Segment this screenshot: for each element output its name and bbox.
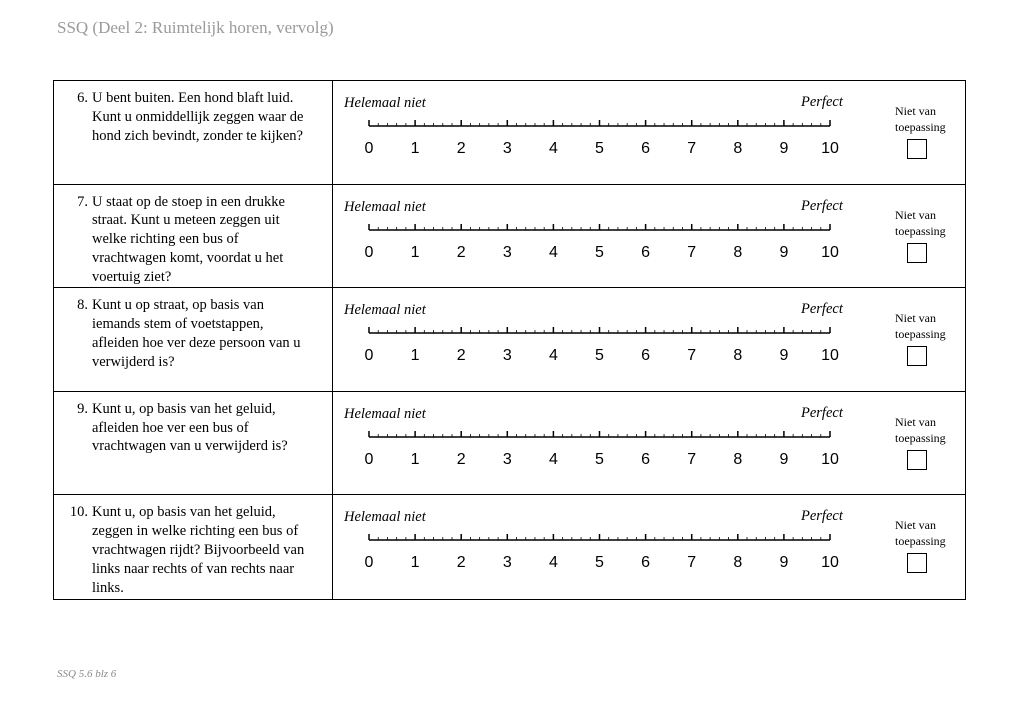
question-cell (54, 288, 333, 391)
scale-number: 5 (595, 347, 604, 365)
scale-number: 7 (687, 140, 697, 157)
scale-number: 4 (548, 140, 558, 157)
not-applicable-label-line: toepassing (895, 120, 946, 134)
question-number: 6. (77, 90, 88, 106)
scale-number: 9 (779, 554, 789, 572)
scale-high-label: Perfect (801, 404, 843, 421)
not-applicable-label-line: toepassing (895, 430, 946, 445)
scale-number: 1 (410, 140, 420, 157)
scale-high-label: Perfect (801, 508, 843, 525)
scale-number: 10 (821, 243, 839, 261)
not-applicable-label-line: toepassing (895, 223, 946, 238)
scale-number: 2 (456, 450, 466, 468)
scale-number: 2 (456, 243, 466, 261)
scale-number: 8 (733, 554, 743, 572)
scale-low-label: Helemaal niet (344, 509, 426, 526)
scale-ruler (333, 495, 853, 595)
scale-number: 4 (548, 243, 558, 261)
rating-scale (333, 185, 853, 288)
question-number: 10. (69, 504, 88, 521)
scale-number: 7 (687, 450, 697, 468)
not-applicable (877, 392, 967, 495)
not-applicable-label (895, 103, 946, 135)
not-applicable-label-line: toepassing (895, 327, 946, 342)
question-text-line: links naar rechts of van rechts naar (92, 560, 295, 577)
question-text-line: zeggen in welke richting een bus of (92, 523, 299, 540)
not-applicable-checkbox[interactable] (907, 553, 927, 573)
scale-ruler (333, 392, 853, 492)
scale-ruler (333, 185, 853, 285)
scale-high-label: Perfect (801, 301, 843, 318)
scale-number: 6 (641, 140, 651, 157)
scale-number: 0 (364, 554, 374, 572)
scale-low-label: Helemaal niet (344, 198, 426, 215)
scale-number: 9 (779, 347, 789, 365)
question-text-line: Kunt u op straat, op basis van (92, 297, 264, 314)
question-text-line: Kunt u, op basis van het geluid, (92, 400, 276, 417)
scale-number: 4 (548, 554, 558, 572)
question-table (53, 80, 966, 600)
scale-number: 9 (779, 243, 789, 261)
not-applicable-label-line: Niet van (895, 311, 936, 326)
question-text-line: Kunt u onmiddellijk zeggen waar de (92, 108, 304, 125)
scale-low-label: Helemaal niet (344, 95, 426, 111)
question-text (92, 503, 328, 597)
scale-number: 5 (595, 450, 604, 468)
scale-number: 8 (733, 243, 743, 261)
question-text-line: U bent buiten. Een hond blaft luid. (92, 90, 294, 106)
scale-number: 0 (364, 450, 374, 468)
page-footer: SSQ 5.6 blz 6 (57, 668, 117, 680)
page-header: SSQ (Deel 2: Ruimtelijk horen, vervolg) (57, 18, 334, 37)
question-text (92, 296, 328, 371)
question-cell (54, 392, 333, 495)
question-text-line: links. (92, 579, 124, 596)
scale-number: 5 (595, 554, 604, 572)
rating-scale (333, 288, 853, 391)
scale-high-label: Perfect (801, 94, 843, 110)
scale-number: 8 (733, 347, 743, 365)
scale-number: 10 (821, 554, 839, 572)
scale-number: 4 (548, 347, 558, 365)
question-row (54, 81, 965, 185)
scale-number: 5 (595, 140, 604, 157)
not-applicable-label-line: toepassing (895, 534, 946, 549)
scale-number: 3 (502, 450, 512, 468)
question-text-line: afleiden hoe ver deze persoon van u (92, 334, 301, 351)
scale-number: 8 (733, 450, 743, 468)
not-applicable (877, 81, 967, 184)
rating-scale (333, 392, 853, 495)
not-applicable-label-line: Niet van (895, 104, 936, 118)
not-applicable-label-line: Niet van (895, 207, 936, 222)
scale-number: 0 (364, 243, 374, 261)
question-text-line: Kunt u, op basis van het geluid, (92, 504, 276, 521)
scale-number: 1 (410, 554, 420, 572)
not-applicable-checkbox[interactable] (907, 450, 927, 470)
question-text-line: vrachtwagen van u verwijderd is? (92, 438, 288, 455)
question-text-line: straat. Kunt u meteen zeggen uit (92, 212, 280, 229)
question-number: 8. (77, 297, 88, 314)
scale-number: 4 (548, 450, 558, 468)
scale-low-label: Helemaal niet (344, 405, 426, 422)
question-cell (54, 185, 333, 288)
scale-number: 6 (641, 450, 651, 468)
not-applicable-label (895, 207, 946, 239)
scale-low-label: Helemaal niet (344, 302, 426, 319)
scale-number: 6 (641, 347, 651, 365)
scale-number: 9 (779, 450, 789, 468)
question-row (54, 185, 965, 289)
scale-number: 10 (821, 347, 839, 365)
scale-number: 2 (456, 347, 466, 365)
not-applicable-checkbox[interactable] (907, 243, 927, 263)
question-text-line: afleiden hoe ver een bus of (92, 419, 249, 436)
not-applicable-label (895, 310, 946, 342)
scale-number: 6 (641, 243, 651, 261)
question-number: 7. (77, 193, 88, 210)
not-applicable-label-line: Niet van (895, 518, 936, 533)
scale-number: 1 (410, 243, 420, 261)
not-applicable (877, 495, 967, 599)
question-text (92, 89, 328, 145)
scale-number: 2 (456, 140, 466, 157)
question-text-line: voertuig ziet? (92, 268, 172, 285)
scale-number: 2 (456, 554, 466, 572)
question-text-line: welke richting een bus of (92, 231, 239, 248)
scale-number: 0 (364, 347, 374, 365)
question-text-line: vrachtwagen komt, voordat u het (92, 249, 284, 266)
question-text-line: vrachtwagen rijdt? Bijvoorbeeld van (92, 541, 305, 558)
scale-number: 7 (687, 347, 697, 365)
scale-number: 8 (733, 140, 743, 157)
scale-number: 1 (410, 347, 420, 365)
scale-ruler (333, 81, 853, 181)
scale-number: 0 (364, 140, 374, 157)
scale-number: 6 (641, 554, 651, 572)
not-applicable-label (895, 517, 946, 549)
question-cell (54, 495, 333, 599)
scale-number: 7 (687, 243, 697, 261)
question-row (54, 392, 965, 496)
not-applicable-checkbox[interactable] (907, 139, 927, 159)
question-text-line: iemands stem of voetstappen, (92, 315, 264, 332)
question-text (92, 193, 328, 287)
scale-ruler (333, 288, 853, 388)
question-text (92, 400, 328, 456)
scale-number: 7 (687, 554, 697, 572)
not-applicable-checkbox[interactable] (907, 346, 927, 366)
not-applicable (877, 288, 967, 391)
scale-number: 3 (502, 243, 512, 261)
not-applicable-label (895, 414, 946, 446)
not-applicable (877, 185, 967, 288)
scale-number: 10 (821, 140, 839, 157)
scale-number: 3 (502, 140, 512, 157)
not-applicable-label-line: Niet van (895, 414, 936, 429)
scale-high-label: Perfect (801, 197, 843, 214)
rating-scale (333, 495, 853, 599)
question-row (54, 495, 965, 599)
question-cell (54, 81, 333, 184)
question-row (54, 288, 965, 392)
scale-number: 3 (502, 347, 512, 365)
rating-scale (333, 81, 853, 184)
question-number: 9. (77, 400, 88, 417)
scale-number: 5 (595, 243, 604, 261)
scale-number: 3 (502, 554, 512, 572)
scale-number: 9 (779, 140, 789, 157)
question-text-line: hond zich bevindt, zonder te kijken? (92, 127, 303, 144)
scale-number: 10 (821, 450, 839, 468)
question-text-line: verwijderd is? (92, 353, 175, 370)
scale-number: 1 (410, 450, 420, 468)
question-text-line: U staat op de stoep in een drukke (92, 193, 285, 210)
